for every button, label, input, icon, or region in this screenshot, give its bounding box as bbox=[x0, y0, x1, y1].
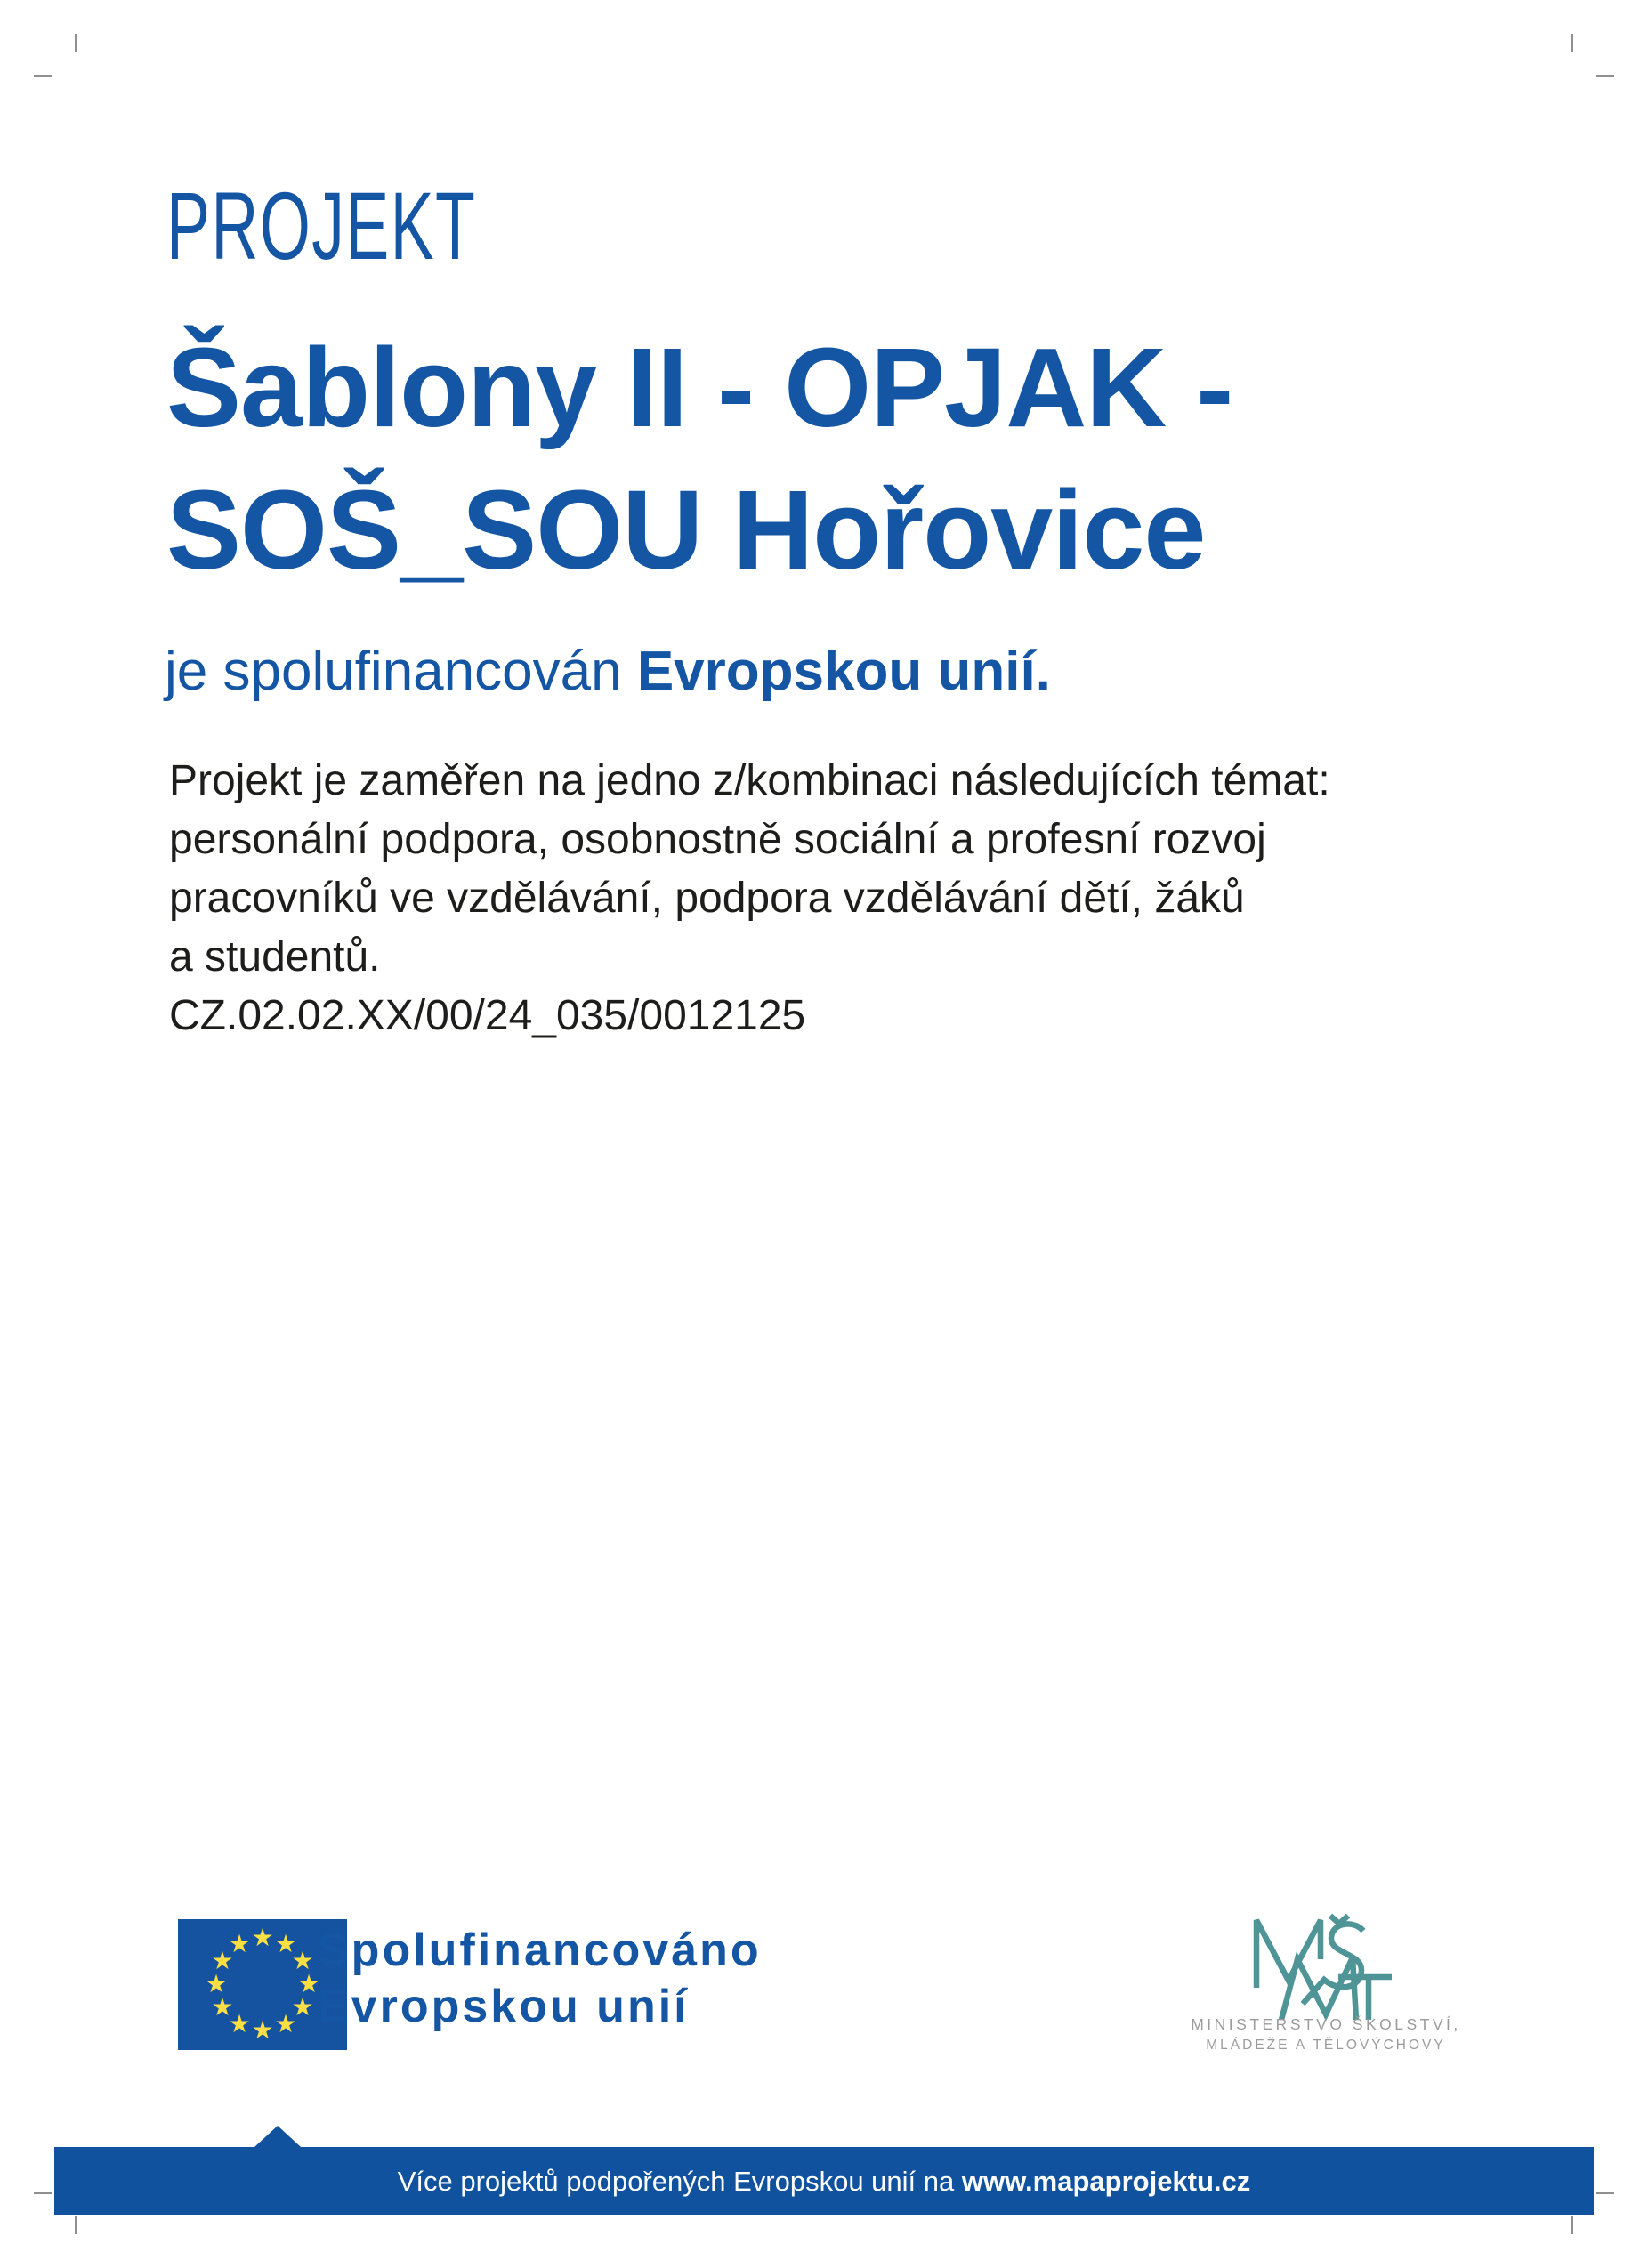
eu-star-icon: ★ bbox=[297, 1970, 320, 1998]
msmt-name-line-2: MLÁDEŽE A TĚLOVÝCHOVY bbox=[1206, 2038, 1446, 2053]
crop-mark-top-right-horizontal bbox=[1596, 75, 1614, 77]
project-code: CZ.02.02.XX/00/24_035/0012125 bbox=[169, 992, 806, 1039]
footer-text-prefix: Více projektů podpořených Evropskou unií na bbox=[397, 2165, 962, 2197]
eu-cofunded-label-line-2: Evropskou unií bbox=[318, 1981, 690, 2032]
subtitle-prefix: je spolufinancován bbox=[165, 641, 637, 702]
eu-star-icon: ★ bbox=[228, 1929, 251, 1957]
footer-bar bbox=[54, 2147, 1594, 2215]
eu-star-icon: ★ bbox=[274, 1929, 297, 1957]
crop-mark-bottom-left-horizontal bbox=[34, 2192, 52, 2194]
eu-star-icon: ★ bbox=[291, 1993, 314, 2021]
eu-star-icon: ★ bbox=[228, 2010, 251, 2038]
eu-star-icon: ★ bbox=[205, 1970, 228, 1998]
kicker-projekt: PROJEKT bbox=[166, 172, 477, 279]
footer-link-text: www.mapaprojektu.cz bbox=[961, 2165, 1251, 2197]
eu-cofunded-label-line-1: Spolufinancováno bbox=[318, 1925, 762, 1976]
eu-star-icon: ★ bbox=[251, 2016, 274, 2044]
crop-mark-bottom-right-vertical bbox=[1571, 2216, 1573, 2234]
footer-text bbox=[398, 2167, 1251, 2195]
footer-star-point-icon bbox=[254, 2126, 301, 2147]
crop-mark-top-right-vertical bbox=[1571, 34, 1573, 52]
crop-mark-bottom-right-horizontal bbox=[1596, 2192, 1614, 2194]
eu-cofunded-label bbox=[318, 1923, 762, 2035]
description-line-2: personální podpora, osobnostně sociální a profesní rozvoj bbox=[169, 816, 1266, 863]
msmt-name-line-1: MINISTERSTVO ŠKOLSTVÍ, bbox=[1191, 2015, 1461, 2033]
project-title-line-2: SOŠ_SOU Hořovice bbox=[166, 467, 1206, 593]
crop-mark-bottom-left-vertical bbox=[75, 2216, 77, 2234]
description-line-1: Projekt je zaměřen na jedno z/kombinaci následujících témat: bbox=[169, 757, 1330, 804]
msmt-name bbox=[1164, 2014, 1488, 2055]
cofinancing-subtitle bbox=[165, 641, 1051, 702]
description-line-4: a studentů. bbox=[169, 933, 381, 981]
eu-star-icon: ★ bbox=[251, 1924, 274, 1951]
description-line-3: pracovníků ve vzdělávání, podpora vzdělávání dětí, žáků bbox=[169, 875, 1245, 922]
eu-star-icon: ★ bbox=[211, 1993, 234, 2021]
subtitle-eu-bold: Evropskou unií. bbox=[636, 641, 1051, 702]
eu-star-icon: ★ bbox=[211, 1947, 234, 1974]
project-description bbox=[169, 752, 1330, 1045]
eu-star-icon: ★ bbox=[291, 1947, 314, 1974]
project-title-line-1: Šablony II - OPJAK - bbox=[166, 325, 1233, 450]
crop-mark-top-left-horizontal bbox=[34, 75, 52, 77]
crop-mark-top-left-vertical bbox=[75, 34, 77, 52]
eu-star-icon: ★ bbox=[274, 2010, 297, 2038]
project-title bbox=[166, 317, 1232, 601]
